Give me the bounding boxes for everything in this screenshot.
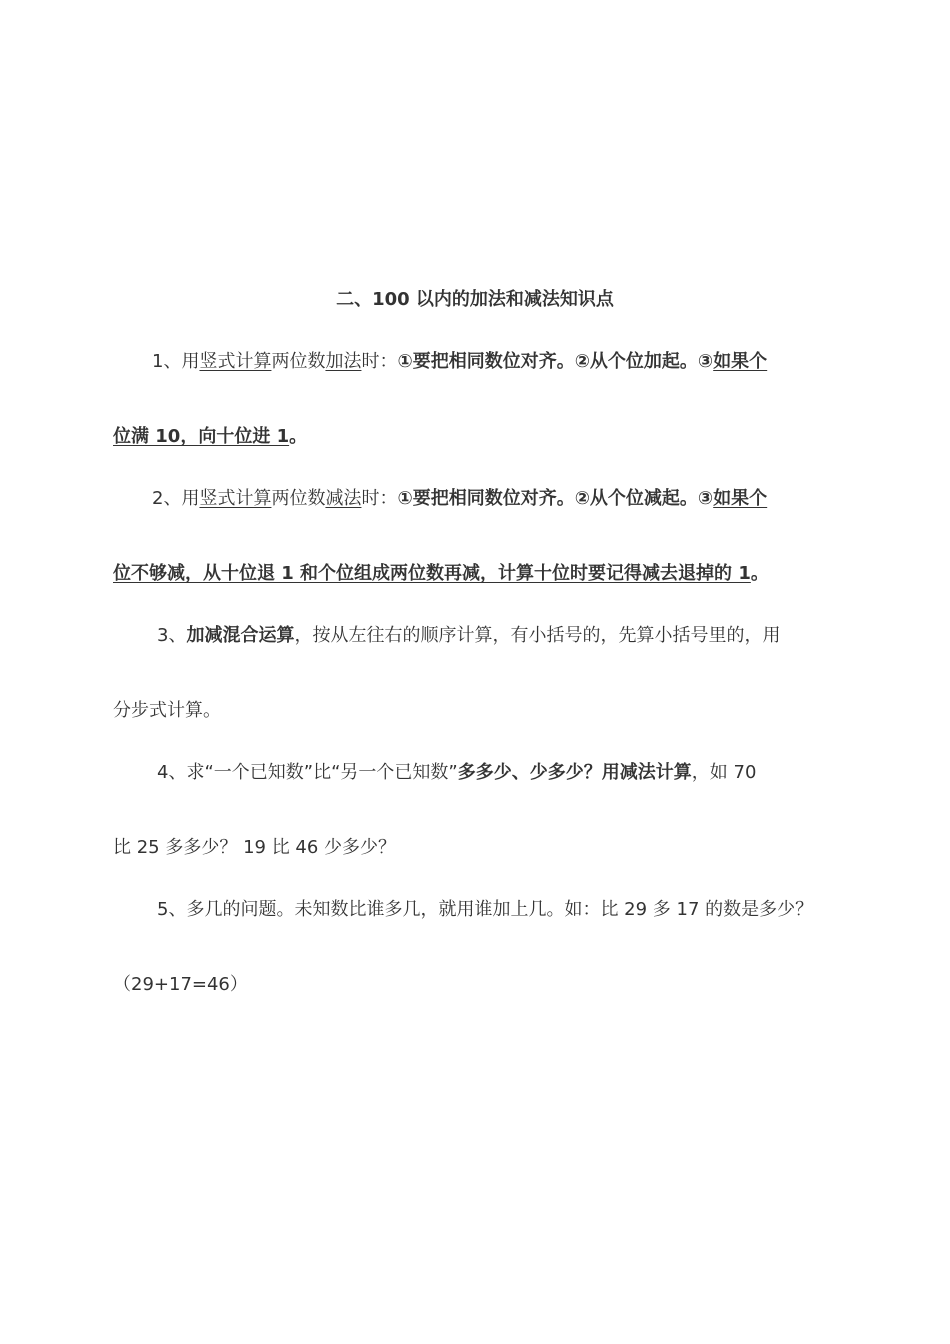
item-2-line-1: [152, 485, 767, 513]
item-2-number: 2、: [152, 488, 182, 509]
item-3-line-2: [113, 697, 221, 725]
item-1-line-1: [152, 348, 767, 376]
item-5-example: （29+17=46）: [113, 974, 248, 995]
item-2-period: 。: [750, 563, 769, 584]
item-4-text-cont: 比 25 多多少？ 19 比 46 少多少？: [113, 837, 397, 858]
item-3-text-cont: 分步式计算。: [113, 700, 221, 721]
item-5-line-1: [157, 896, 813, 924]
item-5-text: 多几的问题。未知数比谁多几，就用谁加上几。如：比 29 多 17 的数是多少？: [186, 899, 814, 920]
item-5-number: 5、: [157, 899, 187, 920]
item-2-text: 用: [181, 488, 200, 509]
item-3-number: 3、: [157, 625, 187, 646]
item-2-underline-subtraction: 减法: [325, 488, 362, 509]
item-1-underline-addition: 加法: [325, 351, 362, 372]
item-1-text: 时：: [361, 351, 398, 372]
item-4-line-2: [113, 834, 396, 862]
item-2-line-2: [113, 560, 769, 588]
item-2-text: 时：: [361, 488, 398, 509]
section-title: 二、100 以内的加法和减法知识点: [336, 289, 614, 310]
item-1-text: 用: [181, 351, 200, 372]
item-2-underline-vertical-calc: 竖式计算: [199, 488, 272, 509]
item-4-number: 4、: [157, 762, 187, 783]
item-2-bold-rule: ①要把相同数位对齐。②从个位减起。③: [397, 488, 714, 509]
item-1-line-2: [113, 423, 307, 451]
item-1-bold-underline-rule: 如果个: [713, 351, 768, 372]
item-4-bold-rule: 多多少、少多少？用减法计算: [457, 762, 692, 783]
item-4-text: ，如 70: [691, 762, 757, 783]
item-3-text: ，按从左往右的顺序计算，有小括号的，先算小括号里的，用: [294, 625, 781, 646]
item-3-bold-term: 加减混合运算: [186, 625, 295, 646]
item-1-underline-vertical-calc: 竖式计算: [199, 351, 272, 372]
item-1-bold-rule: ①要把相同数位对齐。②从个位加起。③: [397, 351, 714, 372]
item-2-bold-underline-rule-cont: 位不够减，从十位退 1 和个位组成两位数再减，计算十位时要记得减去退掉的 1: [113, 563, 751, 584]
item-1-text: 两位数: [271, 351, 326, 372]
item-1-number: 1、: [152, 351, 182, 372]
item-4-line-1: [157, 759, 756, 787]
item-5-line-2: [113, 971, 248, 999]
item-3-line-1: [157, 622, 780, 650]
item-2-text: 两位数: [271, 488, 326, 509]
item-4-text: 求“一个已知数”比“另一个已知数”: [186, 762, 458, 783]
item-1-bold-underline-rule-cont: 位满 10，向十位进 1: [113, 426, 290, 447]
item-2-bold-underline-rule: 如果个: [713, 488, 768, 509]
item-1-period: 。: [289, 426, 308, 447]
